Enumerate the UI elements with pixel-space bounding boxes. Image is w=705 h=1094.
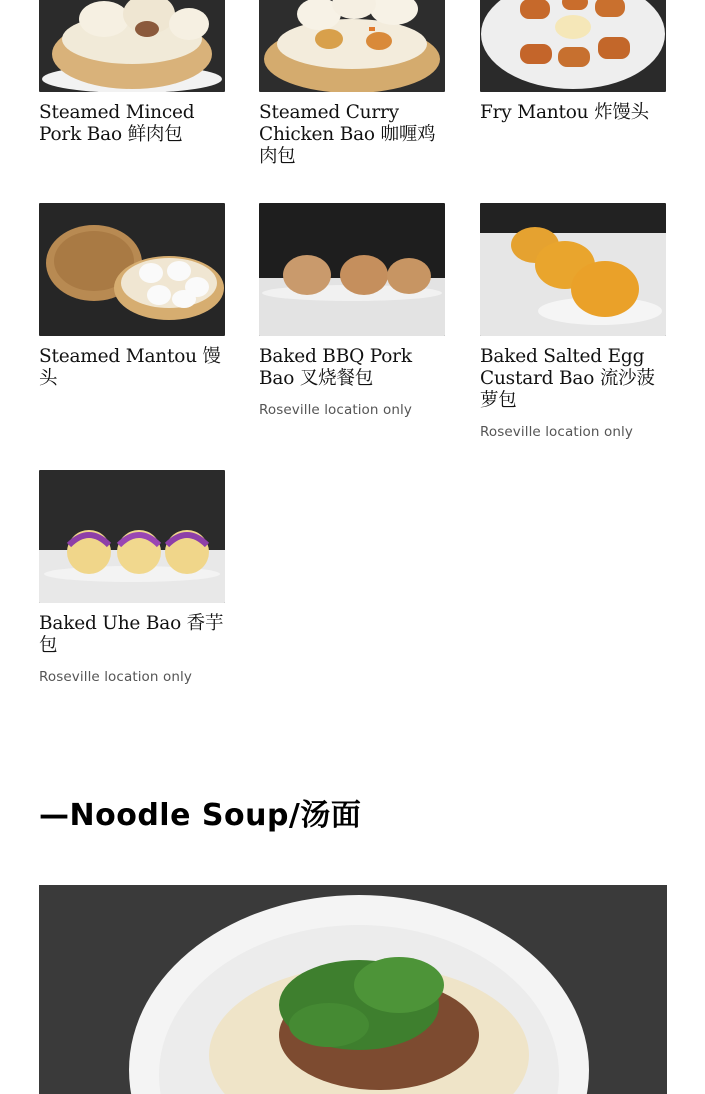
menu-item-card[interactable] [39, 470, 225, 685]
menu-item-card[interactable] [480, 203, 666, 440]
bbq-pork-bao-image [259, 203, 445, 336]
steamed-mantou-image [39, 203, 225, 336]
menu-item-card[interactable] [39, 203, 225, 390]
menu-item-title: Steamed Mantou 馒头 [39, 346, 221, 389]
menu-item-card[interactable] [480, 0, 666, 124]
menu-item-card[interactable] [39, 0, 225, 146]
curry-chicken-bao-image [259, 0, 445, 92]
menu-item-title: Baked Salted Egg Custard Bao 流沙菠萝包 [480, 346, 655, 411]
fry-mantou-image [480, 0, 666, 92]
noodle-soup-image [39, 885, 667, 1094]
menu-item-title: Fry Mantou 炸馒头 [480, 102, 649, 123]
ube-bao-image [39, 470, 225, 603]
location-note: Roseville location only [39, 669, 192, 685]
menu-item-card[interactable] [259, 203, 445, 418]
steamed-pork-bao-image [39, 0, 225, 92]
menu-item-card[interactable] [259, 0, 445, 168]
location-note: Roseville location only [480, 424, 633, 440]
salted-egg-bao-image [480, 203, 666, 336]
menu-item-title: Steamed Minced Pork Bao 鲜肉包 [39, 102, 195, 145]
location-note: Roseville location only [259, 402, 412, 418]
section-heading: —Noodle Soup/汤面 [39, 798, 362, 833]
menu-item-title: Steamed Curry Chicken Bao 咖喱鸡肉包 [259, 102, 436, 167]
menu-item-title: Baked BBQ Pork Bao 叉烧餐包 [259, 346, 412, 389]
menu-item-title: Baked Uhe Bao 香芋包 [39, 613, 224, 656]
